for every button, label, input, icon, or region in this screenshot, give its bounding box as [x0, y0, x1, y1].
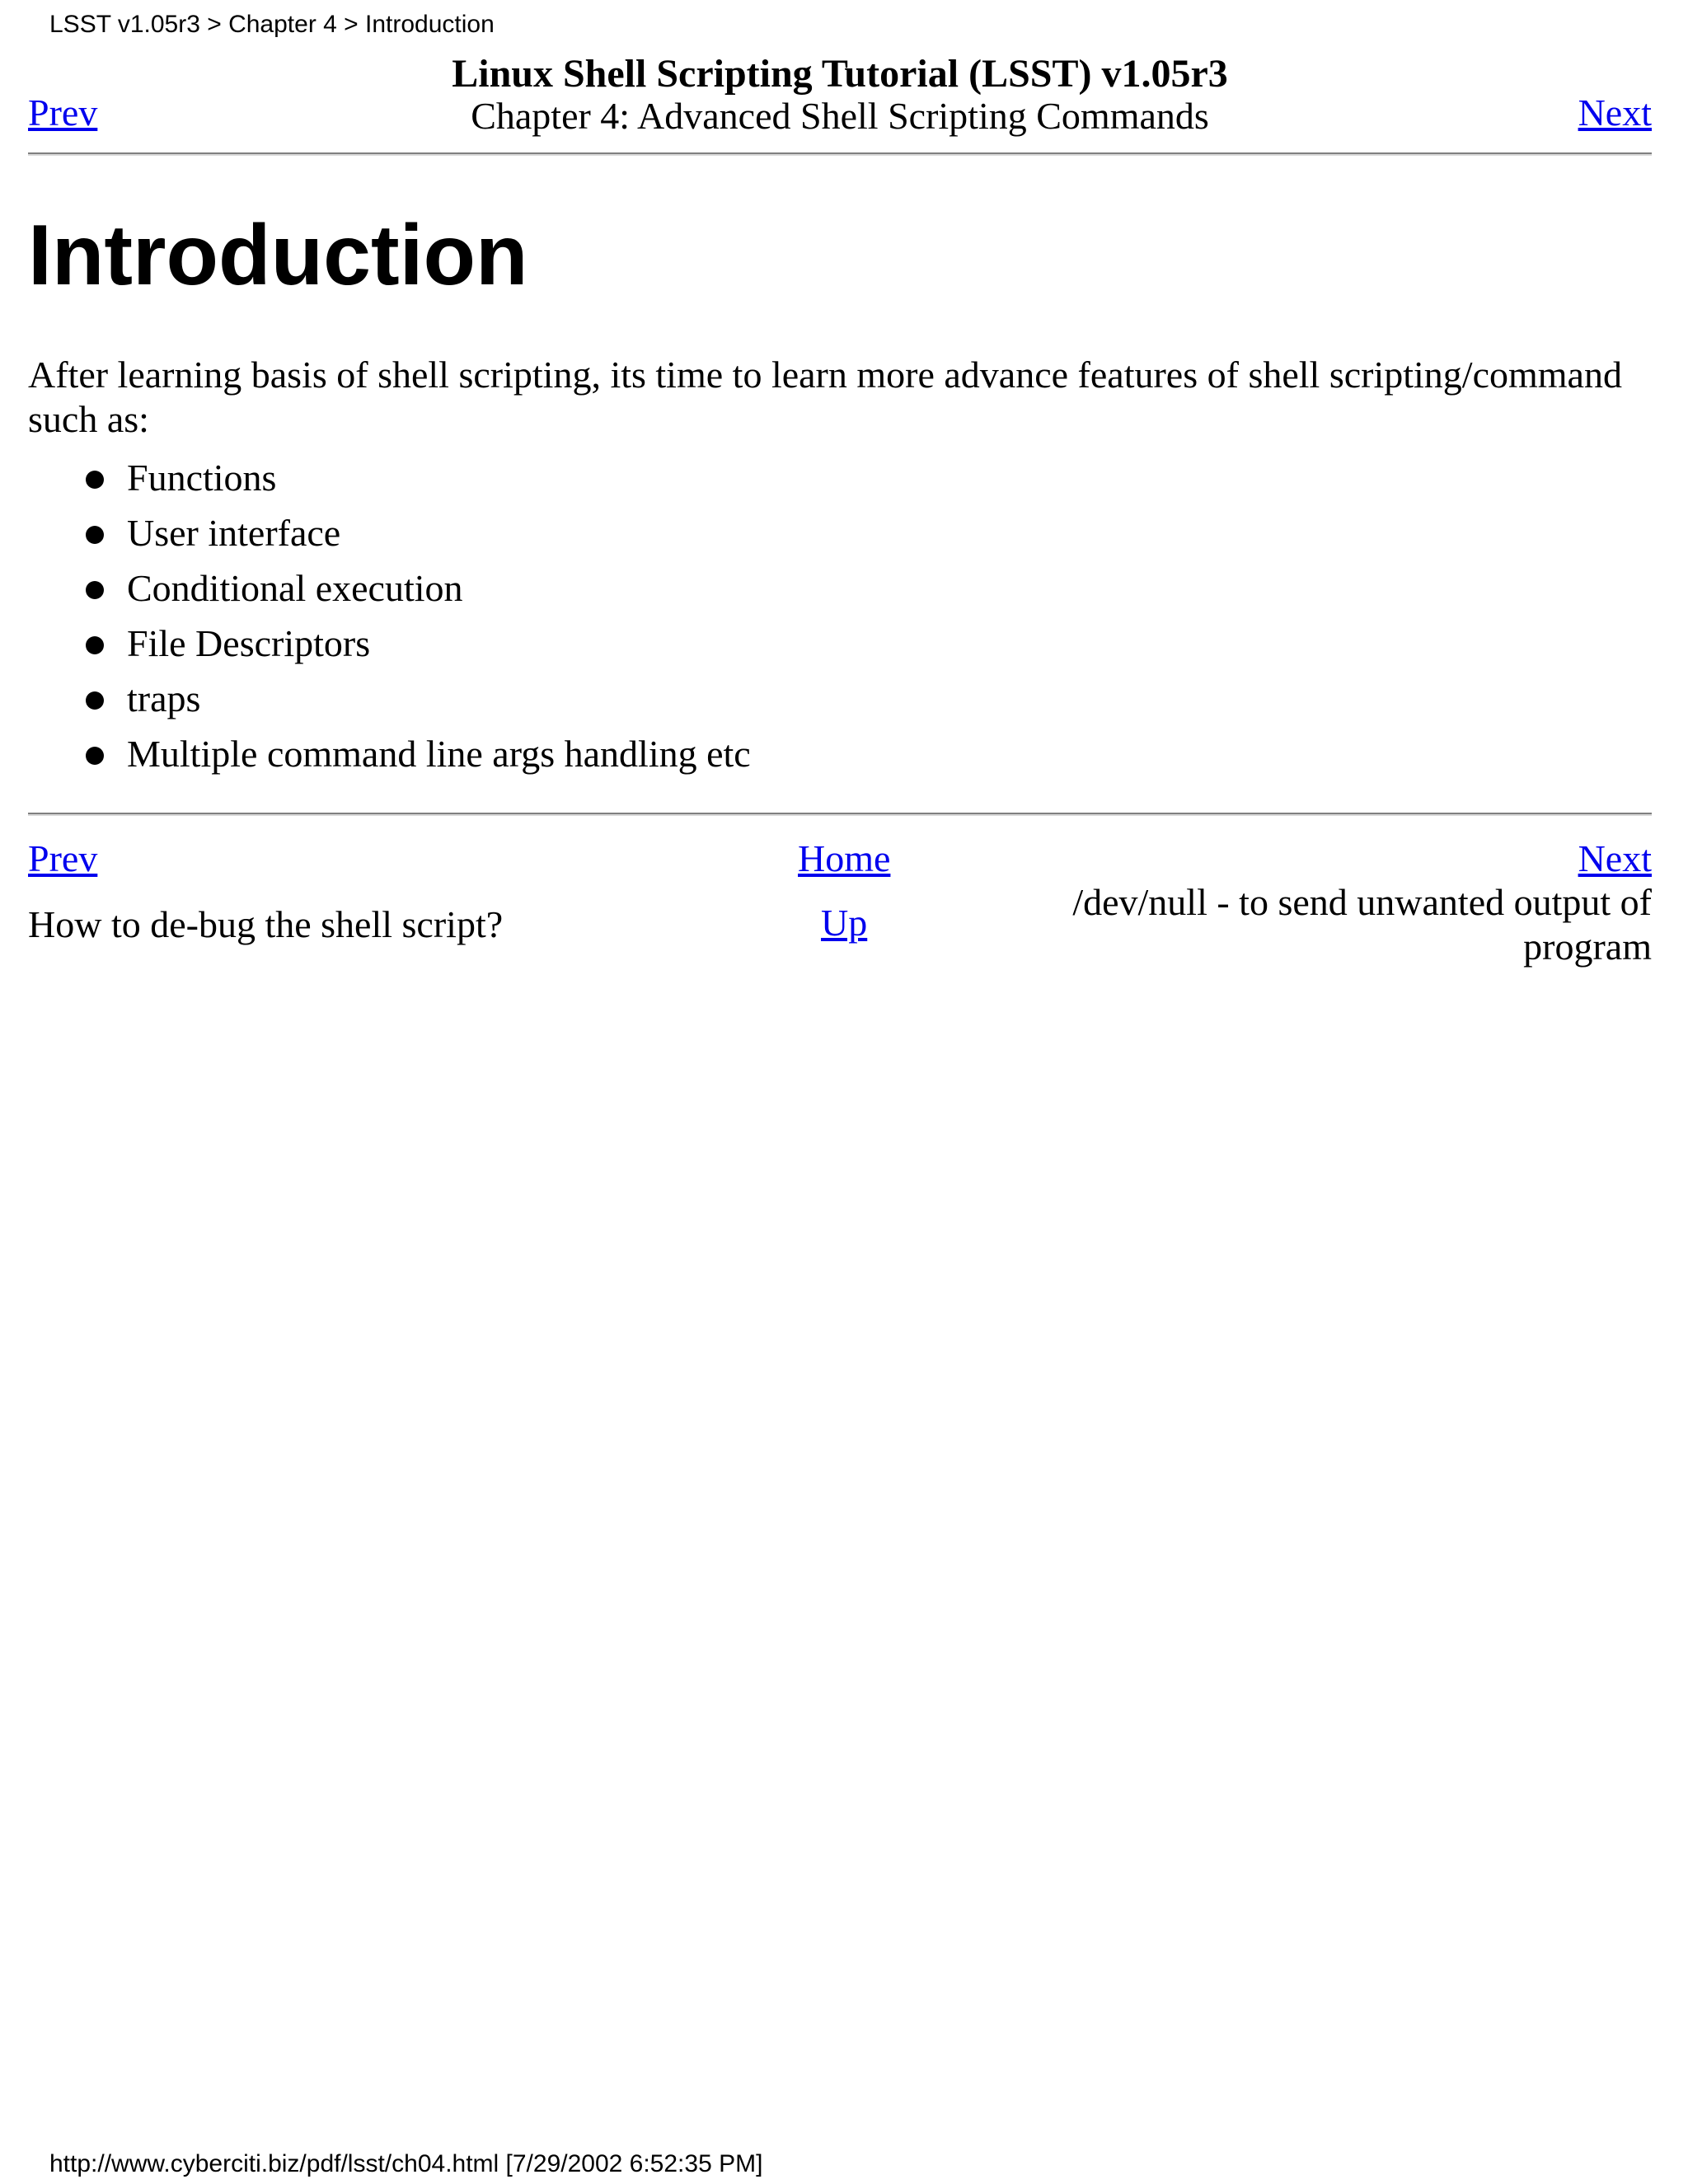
top-navigation	[28, 53, 1652, 143]
bullet-icon	[86, 691, 104, 710]
chapter-title: Chapter 4: Advanced Shell Scripting Commands	[471, 95, 1209, 137]
bullet-icon	[86, 747, 104, 765]
intro-paragraph: After learning basis of shell scripting, its time to learn more advance features of shell scripting/command such as:	[28, 354, 1622, 440]
top-divider	[28, 152, 1652, 156]
next-link-bottom[interactable]: Next	[1578, 837, 1652, 879]
home-link[interactable]: Home	[798, 837, 891, 879]
list-item-text: File Descriptors	[127, 622, 371, 664]
next-description: /dev/null - to send unwanted output of program	[1072, 881, 1652, 968]
prev-link[interactable]: Prev	[28, 91, 98, 134]
list-item-text: Multiple command line args handling etc	[127, 733, 751, 775]
list-item	[86, 616, 751, 671]
bullet-icon	[86, 471, 104, 489]
header-titles	[28, 53, 1652, 137]
print-header: LSST v1.05r3 > Chapter 4 > Introduction	[49, 11, 495, 38]
list-item	[86, 726, 751, 781]
list-item	[86, 671, 751, 726]
up-link[interactable]: Up	[821, 902, 868, 944]
list-item-text: Conditional execution	[127, 567, 463, 609]
bullet-icon	[86, 526, 104, 544]
prev-description: How to de-bug the shell script?	[28, 903, 504, 945]
bullet-icon	[86, 581, 104, 599]
list-item-text: Functions	[127, 457, 277, 499]
features-list	[86, 450, 751, 781]
print-footer: http://www.cyberciti.biz/pdf/lsst/ch04.html [7/29/2002 6:52:35 PM]	[49, 2150, 763, 2177]
next-link[interactable]: Next	[1578, 91, 1652, 134]
bullet-icon	[86, 636, 104, 654]
bottom-divider	[28, 813, 1652, 816]
list-item-text: User interface	[127, 512, 341, 554]
book-title: Linux Shell Scripting Tutorial (LSST) v1.05r3	[452, 52, 1228, 96]
page-title: Introduction	[28, 208, 528, 303]
list-item-text: traps	[127, 677, 201, 719]
bottom-navigation	[28, 837, 1652, 977]
prev-link-bottom[interactable]: Prev	[28, 837, 98, 879]
list-item	[86, 450, 751, 505]
list-item	[86, 505, 751, 560]
list-item	[86, 560, 751, 616]
